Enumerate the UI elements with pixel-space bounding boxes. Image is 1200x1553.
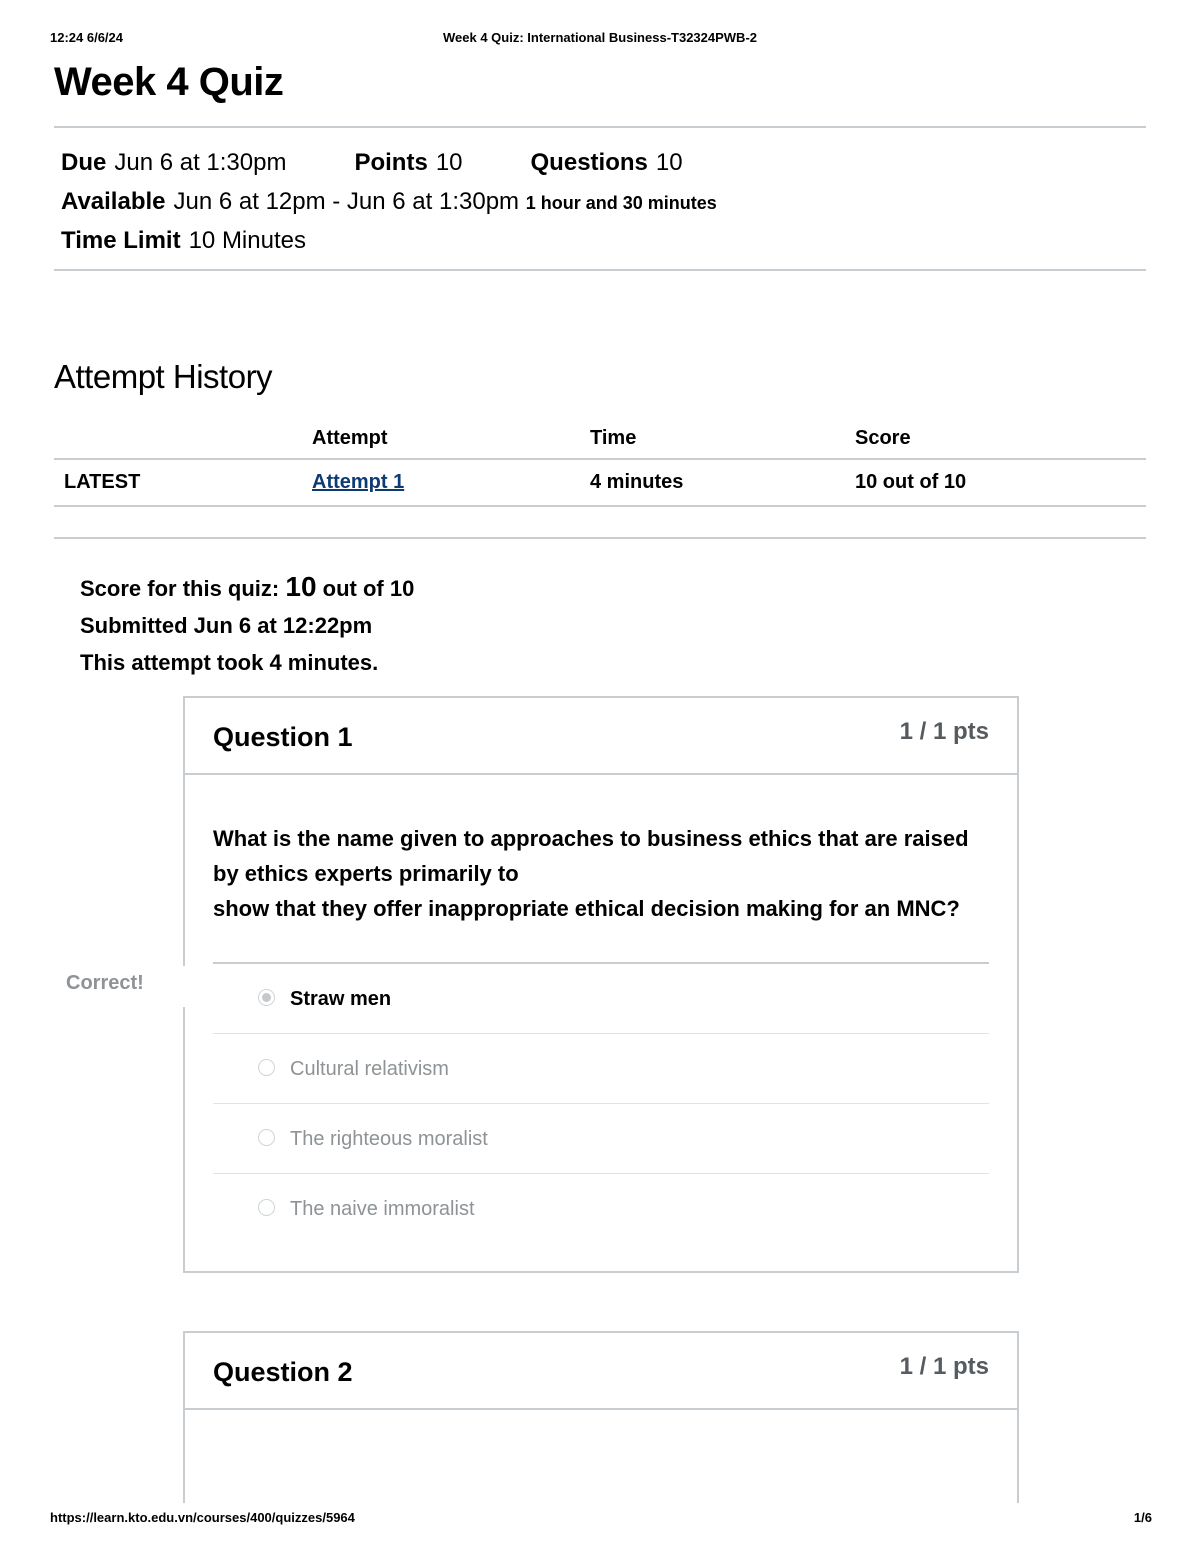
- print-datetime: 12:24 6/6/24: [50, 30, 124, 45]
- question-text: [213, 821, 989, 964]
- column-header-time: Time: [590, 418, 855, 459]
- questions-value: 10: [655, 149, 683, 176]
- attempt-time: 4 minutes: [590, 459, 855, 506]
- questions-label: Questions: [530, 149, 648, 176]
- answer-list: [213, 964, 989, 1243]
- question-text-line: show that they offer inappropriate ethical decision making for an MNC?: [213, 896, 960, 921]
- column-header-attempt: Attempt: [312, 418, 590, 459]
- quiz-details: [61, 143, 717, 260]
- flag-gap: [181, 966, 187, 1007]
- question-title: Question 1: [213, 722, 353, 752]
- answer-option[interactable]: [213, 1034, 989, 1104]
- question-title: Question 2: [213, 1357, 353, 1387]
- attempt-history-title: Attempt History: [54, 358, 273, 395]
- table-header-row: [54, 418, 1146, 459]
- answer-label: Straw men: [290, 988, 392, 1010]
- print-doc-title: Week 4 Quiz: International Business-T32324PWB-2: [442, 30, 757, 45]
- column-header: [54, 418, 312, 459]
- answer-label: Cultural relativism: [290, 1058, 449, 1080]
- points-label: Points: [354, 149, 428, 176]
- question-text-line: by ethics experts primarily to: [213, 861, 519, 886]
- divider: [54, 126, 1146, 128]
- submitted-time: Submitted Jun 6 at 12:22pm: [80, 613, 373, 638]
- question-header: [185, 698, 1017, 775]
- page-title: Week 4 Quiz: [54, 60, 284, 104]
- score-prefix: Score for this quiz:: [80, 576, 280, 601]
- question-card: [183, 696, 1019, 1273]
- score-summary: [80, 568, 414, 681]
- correct-flag: Correct!: [66, 972, 144, 994]
- question-body: [185, 775, 1017, 1243]
- attempt-history-table: [54, 418, 1146, 507]
- attempt-link[interactable]: Attempt 1: [312, 471, 405, 493]
- attempt-score: 10 out of 10: [855, 459, 1146, 506]
- print-header: [50, 30, 1150, 50]
- print-page-number: 1/6: [1133, 1510, 1152, 1525]
- answer-label: The naive immoralist: [290, 1198, 475, 1220]
- divider: [54, 537, 1146, 539]
- print-footer: [50, 1510, 1152, 1530]
- time-limit-value: 10 Minutes: [188, 227, 306, 254]
- divider: [54, 269, 1146, 271]
- time-limit-label: Time Limit: [61, 227, 181, 254]
- due-label: Due: [61, 149, 107, 176]
- table-row: [54, 459, 1146, 506]
- print-url: https://learn.kto.edu.vn/courses/400/quizzes/5964: [50, 1510, 355, 1525]
- question-points: 1 / 1 pts: [899, 718, 989, 745]
- latest-tag: LATEST: [54, 459, 312, 506]
- question-points: 1 / 1 pts: [899, 1353, 989, 1380]
- question-header: [185, 1333, 1017, 1410]
- available-label: Available: [61, 188, 166, 215]
- available-value: Jun 6 at 12pm - Jun 6 at 1:30pm: [173, 188, 520, 215]
- due-value: Jun 6 at 1:30pm: [114, 149, 287, 176]
- question-text-line: What is the name given to approaches to business ethics that are raised: [213, 826, 969, 851]
- attempt-duration: This attempt took 4 minutes.: [80, 650, 379, 675]
- question-card: [183, 1331, 1019, 1503]
- available-duration: 1 hour and 30 minutes: [525, 193, 717, 213]
- column-header-score: Score: [855, 418, 1146, 459]
- score-value: 10: [285, 571, 317, 602]
- answer-option[interactable]: [213, 964, 989, 1034]
- radio-icon[interactable]: [258, 1129, 275, 1146]
- answer-option[interactable]: [213, 1174, 989, 1243]
- score-suffix: out of 10: [322, 576, 415, 601]
- radio-icon[interactable]: [258, 1199, 275, 1216]
- answer-label: The righteous moralist: [290, 1128, 488, 1150]
- answer-option[interactable]: [213, 1104, 989, 1174]
- points-value: 10: [435, 149, 463, 176]
- radio-icon[interactable]: [258, 1059, 275, 1076]
- radio-selected-icon[interactable]: [258, 989, 275, 1006]
